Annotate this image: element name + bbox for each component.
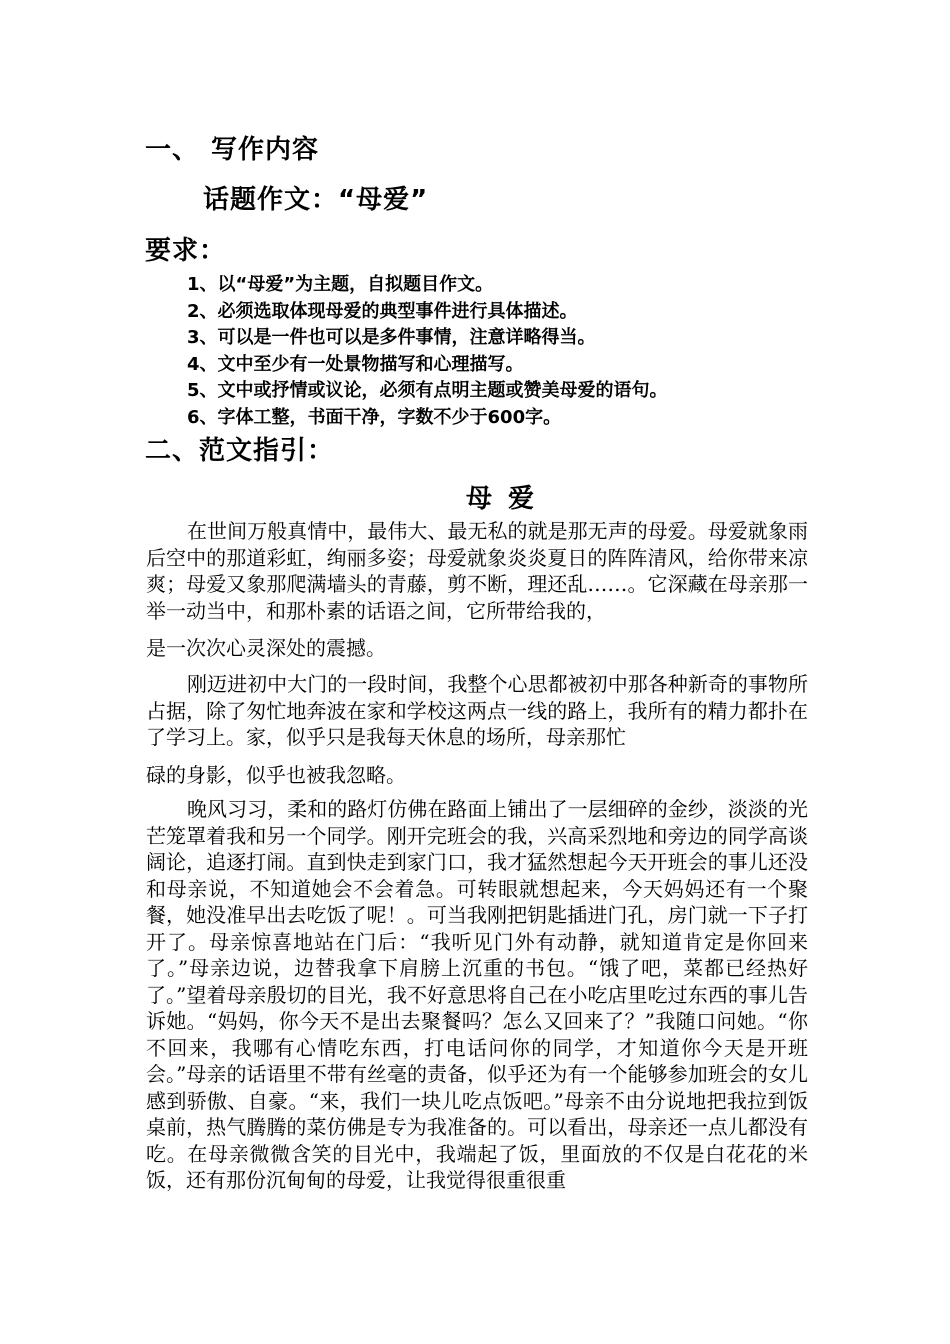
requirements-label: 要求：	[145, 236, 227, 266]
paragraph-last-line: 是一次次心灵深处的震撼。	[146, 636, 386, 660]
paragraph-text: 刚迈进初中大门的一段时间，我整个心思都被初中那各种新奇的事物所占据，除了匆忙地奔波在家和学校这两点一线的路上，我所有的精力都扑在了学习上。家，似乎只是我每天休息的场所，母亲那忙	[146, 672, 808, 749]
requirements-list	[187, 272, 668, 432]
requirement-item: 5、文中或抒情或议论，必须有点明主题或赞美母爱的语句。	[187, 380, 668, 402]
section-title: 写作内容	[211, 135, 320, 165]
essay-title: 母爱	[465, 484, 550, 514]
requirement-item: 4、文中至少有一处景物描写和心理描写。	[187, 353, 524, 375]
topic-heading: 话题作文：“母爱”	[203, 185, 429, 215]
paragraph-text: 在世间万般真情中，最伟大、最无私的就是那无声的母爱。母爱就象雨后空中的那道彩虹，绚丽多姿；母爱就象炎炎夏日的阵阵清风，给你带来凉爽；母爱又象那爬满墙头的青藤，剪不断，理还乱……。它深藏在母亲那一举一动当中，和那朴素的话语之间，它所带给我的，	[146, 519, 808, 623]
essay-paragraph	[146, 671, 808, 788]
section-number: 一、	[145, 135, 200, 165]
paragraph-last-line: 碌的身影，似乎也被我忽略。	[146, 762, 406, 787]
section-heading-writing-content	[145, 134, 319, 166]
requirement-item: 1、以“母爱”为主题，自拟题目作文。	[187, 274, 494, 295]
essay-paragraph	[146, 796, 808, 1194]
essay-paragraph	[146, 518, 808, 662]
requirement-item: 3、可以是一件也可以是多件事情，注意详略得当。	[187, 327, 596, 349]
requirement-item: 6、字体工整，书面干净，字数不少于600字。	[187, 406, 562, 428]
section-heading-model-essay: 二、范文指引：	[145, 436, 335, 466]
paragraph-text: 晚风习习，柔和的路灯仿佛在路面上铺出了一层细碎的金纱，淡淡的光芒笼罩着我和另一个同学。刚开完班会的我，兴高采烈地和旁边的同学高谈阔论，追逐打闹。直到快走到家门口，我才猛然想起今天开班会的事儿还没和母亲说，不知道她会不会着急。可转眼就想起来，今天妈妈还有一个聚餐，她没准早出去吃饭了呢！。可当我刚把钥匙插进门孔，房门就一下子打开了。母亲惊喜地站在门后：“我听见门外有动静，就知道肯定是你回来了。”母亲边说，边替我拿下肩膀上沉重的书包。“饿了吧，菜都已经热好了。”望着母亲殷切的目光，我不好意思将自己在小吃店里吃过东西的事儿告诉她。“妈妈，你今天不是出去聚餐吗？怎么又回来了？”我随口问她。“你不回来，我哪有心情吃东西，打电话问你的同学，才知道你今天是开班会。”母亲的话语里不带有丝毫的责备，似乎还为有一个能够参加班会的女儿感到骄傲、自豪。“来，我们一块儿吃点饭吧。”母亲不由分说地把我拉到饭桌前，热气腾腾的菜仿佛是专为我准备的。可以看出，母亲还一点儿都没有吃。在母亲微微含笑的目光中，我端起了饭，里面放的不仅是白花花的米饭，还有那份沉甸甸的母爱，让我觉得很重很重	[146, 797, 808, 1192]
requirement-item: 2、必须选取体现母爱的典型事件进行具体描述。	[187, 300, 578, 322]
